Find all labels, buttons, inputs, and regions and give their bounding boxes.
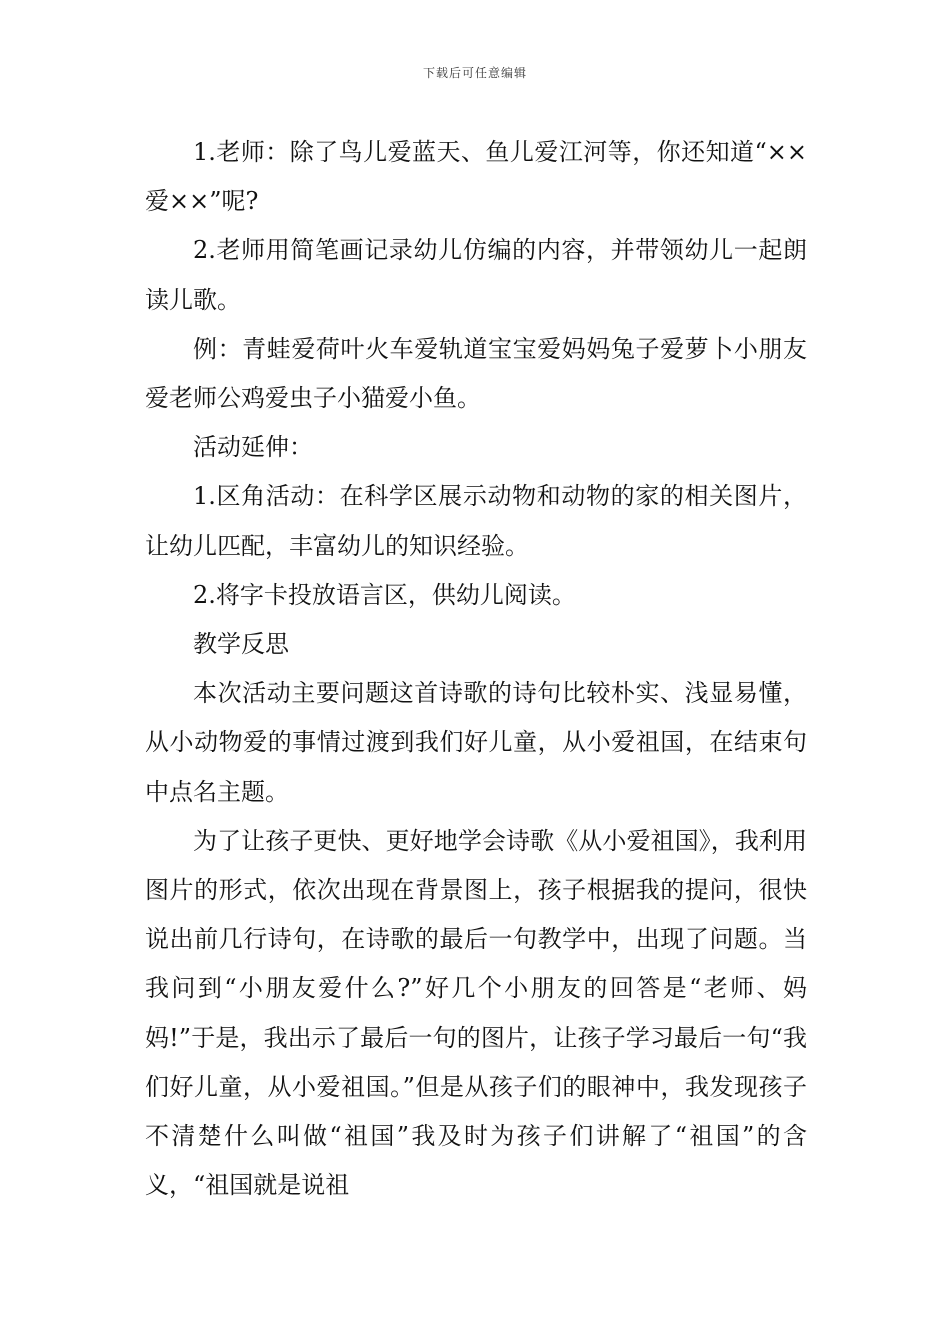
document-body xyxy=(145,128,807,1210)
page-header: 下载后可任意编辑 xyxy=(422,66,527,80)
section-heading-extension: 活动延伸： xyxy=(193,433,313,462)
section-heading-reflection: 教学反思 xyxy=(193,630,289,659)
paragraph-extension-2: 2.将字卡投放语言区，供幼儿阅读。 xyxy=(193,580,576,609)
paragraph-reflection-2: 为了让孩子更快、更好地学会诗歌《从小爱祖国》，我利用图片的形式，依次出现在背景图上，孩子根据我的提问，很快说出前几行诗句，在诗歌的最后一句教学中，出现了问题。当我问到“小朋友爱什么?”好几个小朋友的回答是“老师、妈妈!”于是，我出示了最后一句的图片，让孩子学习最后一句“我们好儿童，从小爱祖国。”但是从孩子们的眼神中，我发现孩子不清楚什么叫做“祖国”我及时为孩子们讲解了“祖国”的含义，“祖国就是说祖 xyxy=(145,826,807,1200)
paragraph-question-2: 2.老师用简笔画记录幼儿仿编的内容，并带领幼儿一起朗读儿歌。 xyxy=(145,236,807,314)
paragraph-reflection-1: 本次活动主要问题这首诗歌的诗句比较朴实、浅显易懂，从小动物爱的事情过渡到我们好儿童，从小爱祖国，在结束句中点名主题。 xyxy=(145,679,807,806)
paragraph-question-1: 1.老师：除了鸟儿爱蓝天、鱼儿爱江河等，你还知道“××爱××”呢? xyxy=(145,138,807,216)
paragraph-example: 例：青蛙爱荷叶火车爱轨道宝宝爱妈妈兔子爱萝卜小朋友爱老师公鸡爱虫子小猫爱小鱼。 xyxy=(145,334,807,413)
paragraph-extension-1: 1.区角活动：在科学区展示动物和动物的家的相关图片，让幼儿匹配，丰富幼儿的知识经验。 xyxy=(145,482,807,560)
